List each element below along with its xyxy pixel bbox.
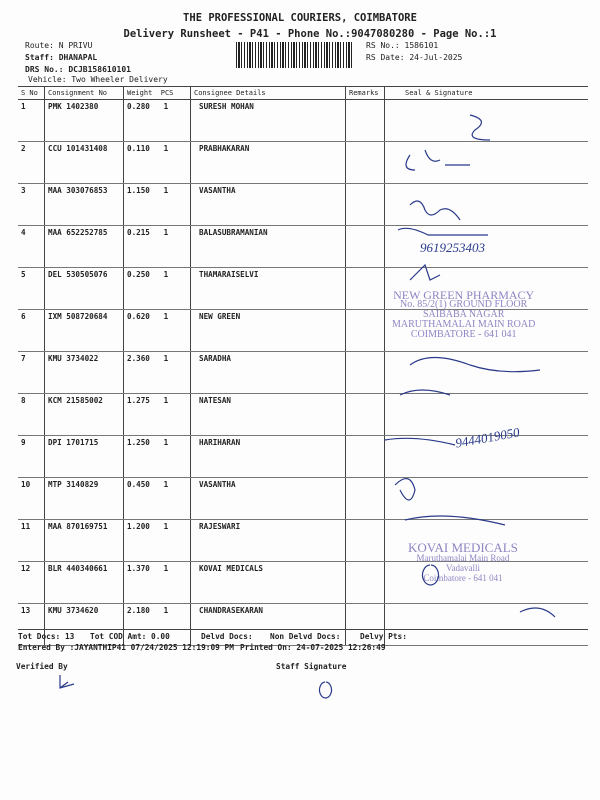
consignee: NEW GREEN [191,310,346,352]
weight: 0.250 [127,270,150,279]
weight: 0.280 [127,102,150,111]
rs-date: RS Date: 24-Jul-2025 [366,53,463,62]
weight: 1.250 [127,438,150,447]
tot-docs: Tot Docs: 13 [18,632,75,641]
sno: 12 [18,562,45,604]
consignee: BALASUBRAMANIAN [191,226,346,268]
consignee: RAJESWARI [191,520,346,562]
consignment-no: KCM 21585002 [45,394,124,436]
pcs: 1 [163,312,169,321]
drs-no: DRS No.: DCJB158610101 [25,65,131,74]
weight: 0.215 [127,228,150,237]
entered-by: Entered By :JAYANTHIP41 07/24/2025 12:19:09 PM [18,643,234,652]
sno: 8 [18,394,45,436]
consignment-no: IXM 508720684 [45,310,124,352]
consignee: SURESH MOHAN [191,100,346,142]
consignment-no: KMU 3734022 [45,352,124,394]
col-consignee: Consignee Details [191,87,346,100]
sno: 10 [18,478,45,520]
consignment-no: DEL 530505076 [45,268,124,310]
consignment-no: KMU 3734620 [45,604,124,646]
consignment-no: MAA 303076853 [45,184,124,226]
pcs: 1 [163,354,169,363]
runsheet-subtitle: Delivery Runsheet - P41 - Phone No.:9047080280 - Page No.:1 [123,28,497,40]
consignee: VASANTHA [191,184,346,226]
divider [18,629,588,630]
non-delvd-docs: Non Delvd Docs: [270,632,341,641]
consignment-no: MTP 3140829 [45,478,124,520]
consignee: CHANDRASEKARAN [191,604,346,646]
handwritten-phone-row4: 9619253403 [420,240,485,255]
handwritten-phone-row9: 9444019050 [454,424,521,451]
consignment-no: PMK 1402380 [45,100,124,142]
pcs: 1 [163,144,169,153]
consignment-no: DPI 1701715 [45,436,124,478]
printed-on: Printed On: 24-07-2025 12:26:49 [240,643,386,652]
pcs: 1 [163,480,169,489]
col-consignment: Consignment No [45,87,124,100]
consignee: KOVAI MEDICALS [191,562,346,604]
pcs: 1 [163,606,169,615]
sno: 11 [18,520,45,562]
col-sno: S No [18,87,45,100]
pcs: 1 [163,522,169,531]
weight: 0.450 [127,480,150,489]
company-title: THE PROFESSIONAL COURIERS, COIMBATORE [183,12,417,24]
weight: 2.360 [127,354,150,363]
weight: 1.200 [127,522,150,531]
tot-cod-amt: Tot COD Amt: 0.00 [90,632,170,641]
sno: 13 [18,604,45,646]
consignment-no: CCU 101431408 [45,142,124,184]
staff: Staff: DHANAPAL [25,53,98,62]
sno: 2 [18,142,45,184]
sno: 4 [18,226,45,268]
delvd-docs: Delvd Docs: [201,632,253,641]
weight: 0.110 [127,144,150,153]
weight: 2.180 [127,606,150,615]
col-weight-pcs: Weight PCS [124,87,191,100]
new-green-pharmacy-stamp: NEW GREEN PHARMACY No. 85/2(1) GROUND FLOOR SAIBABA NAGAR MARUTHAMALAI MAIN ROAD COIMBATORE - 641 041 [392,288,536,340]
consignee: PRABHAKARAN [191,142,346,184]
sno: 1 [18,100,45,142]
col-seal: Seal & Signature [385,87,589,100]
rs-no: RS No.: 1586101 [366,41,439,50]
kovai-medicals-stamp: KOVAI MEDICALS Maruthamalai Main Road Vadavalli Coimbatore - 641 041 [408,540,518,583]
sno: 9 [18,436,45,478]
vehicle: Vehicle: Two Wheeler Delivery [28,75,168,84]
sno: 5 [18,268,45,310]
consignee: SARADHA [191,352,346,394]
consignment-no: MAA 870169751 [45,520,124,562]
staff-signature-label: Staff Signature [276,662,347,671]
verified-by-label: Verified By [16,662,68,671]
consignee: VASANTHA [191,478,346,520]
pcs: 1 [163,186,169,195]
sno: 6 [18,310,45,352]
weight: 1.370 [127,564,150,573]
pcs: 1 [163,270,169,279]
route: Route: N PRIVU [25,41,93,50]
consignee: NATESAN [191,394,346,436]
consignee: THAMARAISELVI [191,268,346,310]
consignee: HARIHARAN [191,436,346,478]
sno: 7 [18,352,45,394]
consignment-no: BLR 440340661 [45,562,124,604]
pcs: 1 [163,396,169,405]
delvy-pts: Delvy Pts: [360,632,407,641]
weight: 1.150 [127,186,150,195]
pcs: 1 [163,438,169,447]
weight: 1.275 [127,396,150,405]
pcs: 1 [163,102,169,111]
sno: 3 [18,184,45,226]
weight: 0.620 [127,312,150,321]
consignment-no: MAA 652252785 [45,226,124,268]
pcs: 1 [163,564,169,573]
pcs: 1 [163,228,169,237]
col-remarks: Remarks [346,87,385,100]
